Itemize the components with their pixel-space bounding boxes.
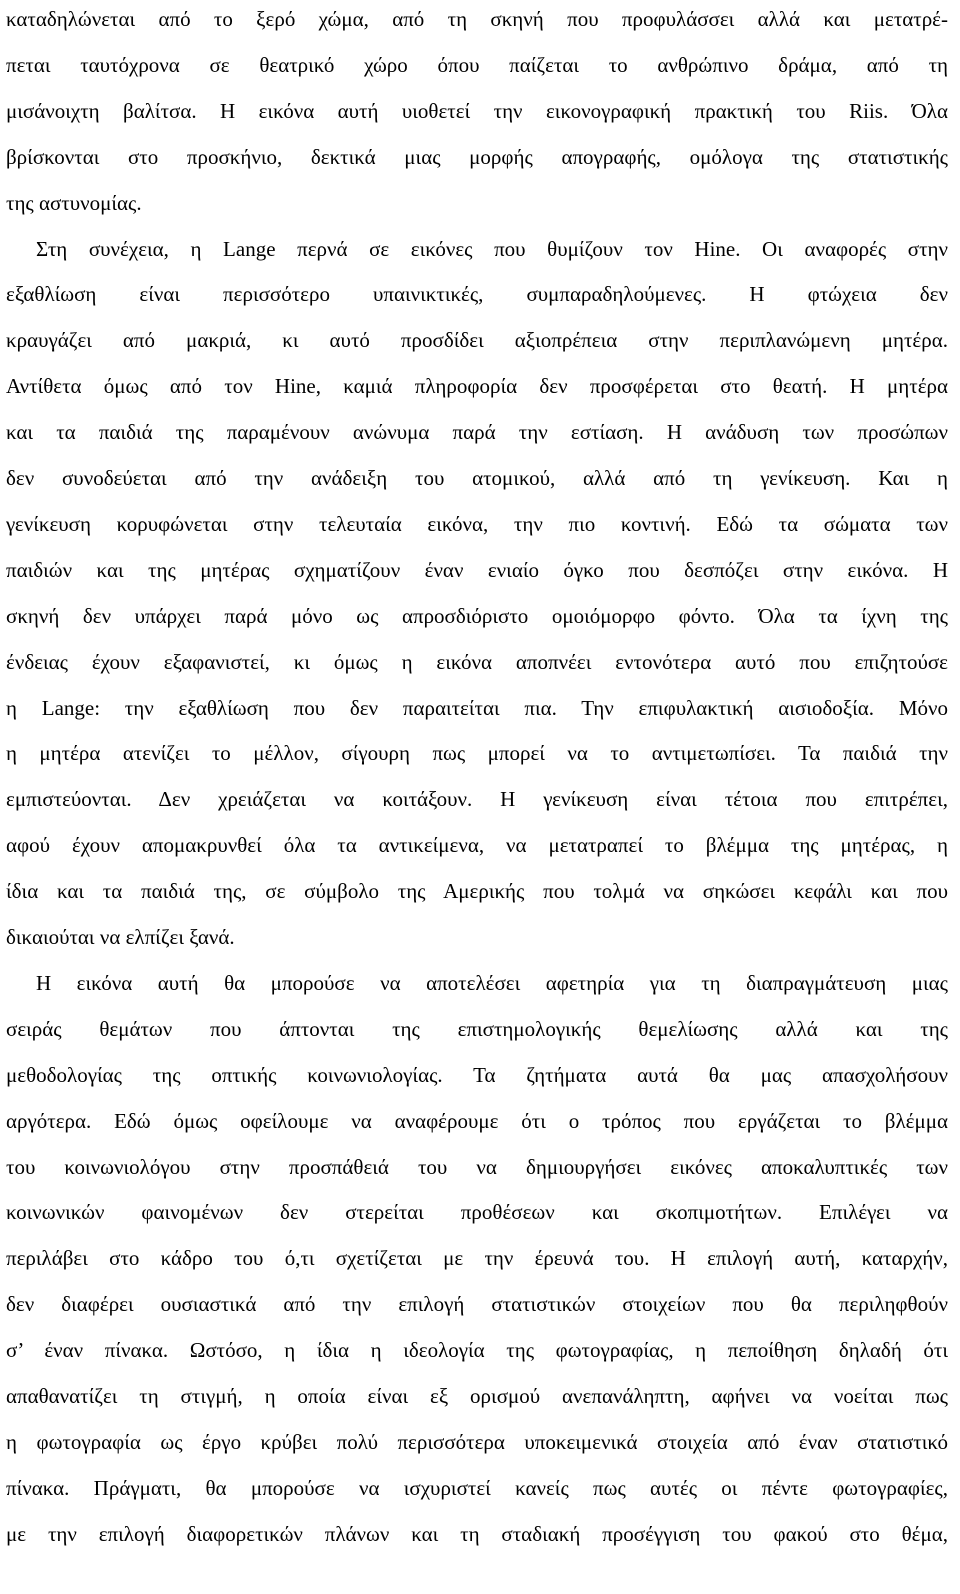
text-line: η Lange: την εξαθλίωση που δεν παραιτείται πια. Την επιφυλακτική αισιοδοξία. Μόνο	[6, 695, 948, 720]
text-line: δικαιούται να ελπίζει ξανά.	[6, 925, 235, 949]
text-line: δεν διαφέρει ουσιαστικά από την επιλογή στατιστικών στοιχείων που θα περιληφθούν	[6, 1292, 948, 1317]
text-line: με την επιλογή διαφορετικών πλάνων και τη σταδιακή προσέγγιση του φακού στο θέμα,	[6, 1521, 948, 1546]
text-line: ίδια και τα παιδιά της, σε σύμβολο της Αμερικής που τολμά να σηκώσει κεφάλι και που	[6, 879, 948, 904]
text-line: σκηνή δεν υπάρχει παρά μόνο ως απροσδιόριστο ομοιόμορφο φόντο. Όλα τα ίχνη της	[6, 603, 948, 628]
text-line: απαθανατίζει τη στιγμή, η οποία είναι εξ ορισμού ανεπανάληπτη, αφήνει να νοείται πως	[6, 1384, 948, 1408]
text-line: γενίκευση κορυφώνεται στην τελευταία εικόνα, την πιο κοντινή. Εδώ τα σώματα των	[6, 511, 948, 536]
text-line: κραυγάζει από μακριά, κι αυτό προσδίδει αξιοπρέπεια στην περιπλανώμενη μητέρα.	[6, 328, 948, 353]
text-line: η φωτογραφία ως έργο κρύβει πολύ περισσότερα υποκειμενικά στοιχεία από έναν στατιστικό	[6, 1429, 948, 1454]
text-line: παιδιών και της μητέρας σχηματίζουν έναν ενιαίο όγκο που δεσπόζει στην εικόνα. Η	[6, 557, 948, 582]
text-line: η μητέρα ατενίζει το μέλλον, σίγουρη πως μπορεί να το αντιμετωπίσει. Τα παιδιά την	[6, 741, 948, 766]
text-line: εμπιστεύονται. Δεν χρειάζεται να κοιτάξουν. Η γενίκευση είναι τέτοια που επιτρέπει,	[6, 787, 948, 812]
text-line: Αντίθετα όμως από τον Hine, καμιά πληροφορία δεν προσφέρεται στο θεατή. Η μητέρα	[6, 374, 948, 399]
text-line: μεθοδολογίας της οπτικής κοινωνιολογίας. Τα ζητήματα αυτά θα μας απασχολήσουν	[6, 1062, 948, 1087]
text-line: και τα παιδιά της παραμένουν ανώνυμα παρά την εστίαση. Η ανάδυση των προσώπων	[6, 420, 948, 445]
text-line: πίνακα. Πράγματι, θα μπορούσε να ισχυριστεί κανείς πως αυτές οι πέντε φωτογραφίες,	[6, 1475, 948, 1500]
text-line: της αστυνομίας.	[6, 190, 142, 215]
text-line: αργότερα. Εδώ όμως οφείλουμε να αναφέρουμε ότι ο τρόπος που εργάζεται το βλέμμα	[6, 1108, 948, 1133]
text-line: πεται ταυτόχρονα σε θεατρικό χώρο όπου παίζεται το ανθρώπινο δράμα, από τη	[6, 52, 948, 77]
text-line: σειράς θεμάτων που άπτονται της επιστημολογικής θεμελίωσης αλλά και της	[6, 1016, 948, 1041]
text-line: ένδειας έχουν εξαφανιστεί, κι όμως η εικόνα αποπνέει εντονότερα αυτό που επιζητούσε	[6, 649, 948, 674]
text-line: βρίσκονται στο προσκήνιο, δεκτικά μιας μορφής απογραφής, ομόλογα της στατιστικής	[6, 144, 948, 169]
text-line: του κοινωνιολόγου στην προσπάθειά του να δημιουργήσει εικόνες αποκαλυπτικές των	[6, 1154, 948, 1179]
text-line: δεν συνοδεύεται από την ανάδειξη του ατομικού, αλλά από τη γενίκευση. Και η	[6, 466, 948, 490]
text-line: εξαθλίωση είναι περισσότερο υπαινικτικές, συμπαραδηλούμενες. Η φτώχεια δεν	[6, 282, 948, 307]
text-line: σ’ έναν πίνακα. Ωστόσο, η ίδια η ιδεολογία της φωτογραφίας, η πεποίθηση δηλαδή ότι	[6, 1338, 948, 1363]
text-line: μισάνοιχτη βαλίτσα. Η εικόνα αυτή υιοθετεί την εικονογραφική πρακτική του Riis. Όλα	[6, 98, 948, 123]
text-line: αφού έχουν απομακρυνθεί όλα τα αντικείμενα, να μετατραπεί το βλέμμα της μητέρας, η	[6, 833, 948, 858]
text-line: περιλάβει στο κάδρο του ό,τι σχετίζεται με την έρευνά του. Η επιλογή αυτή, καταρχήν,	[6, 1246, 948, 1271]
text-line: καταδηλώνεται από το ξερό χώμα, από τη σκηνή που προφυλάσσει αλλά και μετατρέ-	[6, 7, 948, 31]
text-line: Η εικόνα αυτή θα μπορούσε να αποτελέσει αφετηρία για τη διαπραγμάτευση μιας	[36, 970, 948, 995]
text-line: Στη συνέχεια, η Lange περνά σε εικόνες που θυμίζουν τον Hine. Οι αναφορές στην	[36, 236, 948, 261]
text-line: κοινωνικών φαινομένων δεν στερείται προθέσεων και σκοπιμοτήτων. Επιλέγει να	[6, 1200, 948, 1225]
